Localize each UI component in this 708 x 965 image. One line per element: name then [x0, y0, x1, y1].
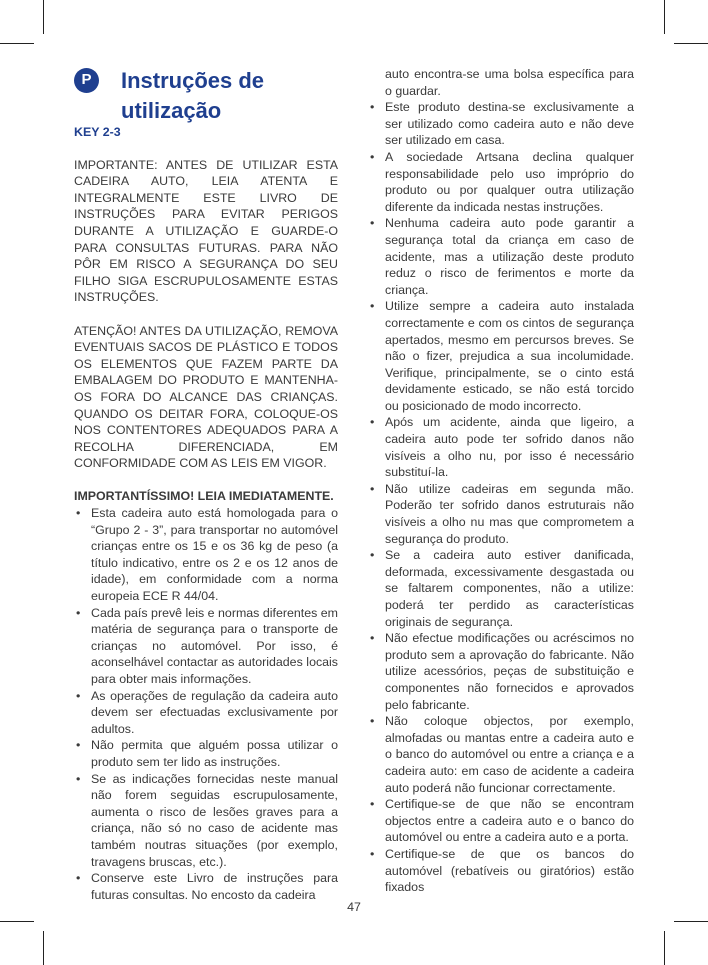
list-item: • Não coloque objectos, por exemplo, almofadas ou mantas entre a cadeira auto e o banco do automóvel ou entre a criança e a cadeira auto: em caso de acidente a cadeira auto poderá não funcionar correctamente.: [368, 713, 634, 796]
crop-mark: [43, 931, 44, 965]
product-name: KEY 2-3: [74, 125, 121, 139]
list-item: • Se a cadeira auto estiver danificada, deformada, excessivamente desgastada ou se faltarem componentes, não a utilize: poderá ter perdido as características originais de segurança.: [368, 547, 634, 630]
list-item: • Após um acidente, ainda que ligeiro, a cadeira auto pode ter sofrido danos não visíveis a olho nu, por isso é necessário substituí-la.: [368, 414, 634, 480]
page-title: Instruções de utilização: [121, 68, 265, 123]
list-item: • Este produto destina-se exclusivamente a ser utilizado como cadeira auto e não deve ser utilizado em casa.: [368, 99, 634, 149]
list-item: • Certifique-se de que os bancos do automóvel (rebatíveis ou giratórios) estão fixados: [368, 846, 634, 896]
bullet-list: [368, 66, 634, 896]
list-item: • Não utilize cadeiras em segunda mão. Poderão ter sofrido danos estruturais não visíveis a olho nu mas que comprometem a segurança do produto.: [368, 481, 634, 547]
list-item: • Nenhuma cadeira auto pode garantir a segurança total da criança em caso de acidente, mas a utilização deste produto reduz o risco de ferimentos e morte da criança.: [368, 215, 634, 298]
list-item: • As operações de regulação da cadeira auto devem ser efectuadas exclusivamente por adultos.: [74, 688, 338, 738]
list-item: • Não efectue modificações ou acréscimos no produto sem a aprovação do fabricante. Não utilize acessórios, peças de substituição e componentes não fornecidos e aprovados pelo fabricante.: [368, 630, 634, 713]
crop-mark: [0, 921, 34, 922]
bullet-list: [74, 505, 338, 903]
section-heading: IMPORTANTÍSSIMO! LEIA IMEDIATAMENTE.: [74, 489, 334, 504]
crop-mark: [43, 0, 44, 34]
list-item: • A sociedade Artsana declina qualquer responsabilidade pelo uso impróprio do produto ou por qualquer outra utilização diferente da indicada nestas instruções.: [368, 149, 634, 215]
list-item: • Não permita que alguém possa utilizar o produto sem ter lido as instruções.: [74, 737, 338, 770]
page-number: 47: [347, 900, 361, 914]
crop-mark: [674, 43, 708, 44]
language-badge: P: [74, 68, 99, 93]
left-column: [74, 66, 338, 903]
crop-mark: [664, 0, 665, 34]
list-item: • Esta cadeira auto está homologada para o “Grupo 2 - 3”, para transportar no automóvel crianças entre os 15 e os 36 kg de peso (a título indicativo, entre os 2 e os 12 anos de idade), em conformidade com a norma europeia ECE R 44/04.: [74, 505, 338, 605]
list-item: • Cada país prevê leis e normas diferentes em matéria de segurança para o transporte de crianças no automóvel. Por isso, é aconselhável contactar as autoridades locais para obter mais informações.: [74, 605, 338, 688]
list-item: • Certifique-se de que não se encontram objectos entre a cadeira auto e o banco do automóvel ou entre a cadeira auto e a porta.: [368, 796, 634, 846]
page-header: [74, 66, 338, 124]
warning-paragraph: ATENÇÃO! ANTES DA UTILIZAÇÃO, REMOVA EVENTUAIS SACOS DE PLÁSTICO E TODOS OS ELEMENTOS QUE FAZEM PARTE DA EMBALAGEM DO PRODUTO E MANTENHA-OS FORA DO ALCANCE DAS CRIANÇAS. QUANDO OS DEITAR FORA, COLOQUE-OS NOS CONTENTORES ADEQUADOS PARA A RECOLHA DIFERENCIADA, EM CONFORMIDADE COM AS LEIS EM VIGOR.: [74, 323, 338, 471]
list-item: • Se as indicações fornecidas neste manual não forem seguidas escrupulosamente, aumenta o risco de lesões graves para a criança, não só no caso de acidente mas também noutras situações (por exemplo, travagens bruscas, etc.).: [74, 771, 338, 871]
crop-mark: [0, 43, 34, 44]
crop-mark: [664, 931, 665, 965]
list-item-continuation: auto encontra-se uma bolsa específica para o guardar.: [385, 67, 634, 98]
list-item: • Utilize sempre a cadeira auto instalada correctamente e com os cintos de segurança apertados, mesmo em percursos breves. Se não o fizer, prejudica a sua incolumidade. Verifique, principalmente, se o cinto está devidamente esticado, se não está torcido ou posicionado de modo incorrecto.: [368, 298, 634, 414]
intro-paragraph: IMPORTANTE: ANTES DE UTILIZAR ESTA CADEIRA AUTO, LEIA ATENTA E INTEGRALMENTE ESTE LIVRO DE INSTRUÇÕES PARA EVITAR PERIGOS DURANTE A UTILIZAÇÃO E GUARDE-O PARA CONSULTAS FUTURAS. PARA NÃO PÔR EM RISCO A SEGURANÇA DO SEU FILHO SIGA ESCRUPULOSAMENTE ESTAS INSTRUÇÕES.: [74, 157, 338, 305]
list-item: • Conserve este Livro de instruções para futuras consultas. No encosto da cadeira: [74, 870, 338, 903]
right-column: [368, 66, 634, 896]
crop-mark: [674, 921, 708, 922]
